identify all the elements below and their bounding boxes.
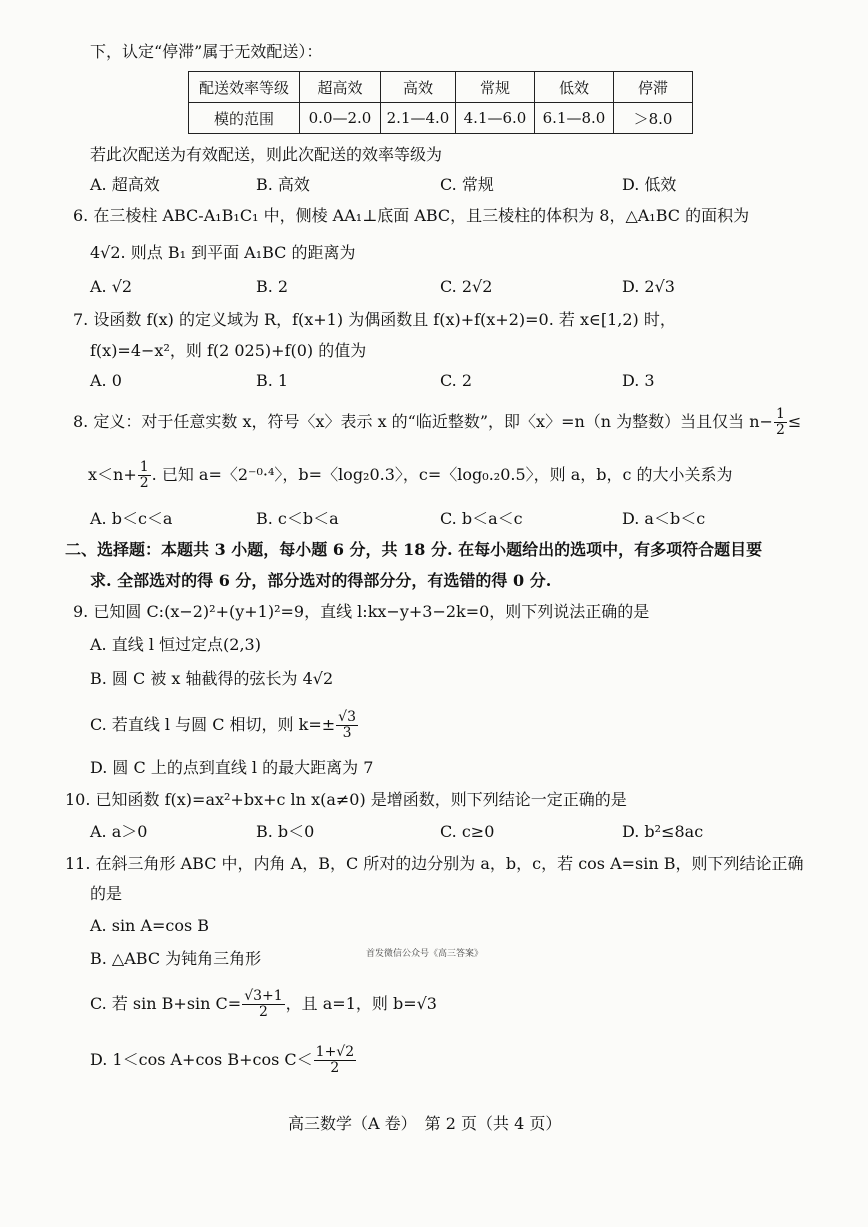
q8-option-b[interactable]: B. c＜b＜a — [256, 509, 339, 528]
section2-instructions: 求. 全部选对的得 6 分，部分选对的得部分分，有选错的得 0 分. — [90, 571, 552, 590]
table-cell: ＞8.0 — [614, 103, 693, 134]
q8-line2-rest: . 已知 a=〈2⁻⁰·⁴〉，b=〈log₂0.3〉，c=〈log₀.₂0.5〉，则 a，b，c 的大小关系为 — [151, 465, 733, 484]
q6-option-b[interactable]: B. 2 — [256, 277, 289, 296]
q8-line1 — [73, 404, 801, 440]
section2-heading: 二、选择题：本题共 3 小题，每小题 6 分，共 18 分. 在每小题给出的选项中，有多项符合题目要 — [65, 540, 763, 559]
fraction-numerator: 1 — [139, 459, 149, 476]
q5-option-d[interactable]: D. 低效 — [622, 175, 677, 194]
q9-option-a[interactable]: A. 直线 l 恒过定点(2,3) — [90, 635, 261, 654]
watermark-text: 首发微信公众号《高三答案》 — [366, 949, 484, 959]
table-row — [189, 103, 693, 134]
q10-option-c[interactable]: C. c≥0 — [440, 822, 495, 841]
q8-line2 — [88, 457, 733, 493]
q6-option-c[interactable]: C. 2√2 — [440, 277, 493, 296]
q9-option-d[interactable]: D. 圆 C 上的点到直线 l 的最大距离为 7 — [90, 758, 374, 777]
q8-line1-text: 8. 定义：对于任意实数 x，符号〈x〉表示 x 的“临近整数”，即〈x〉=n（n 为整数）当且仅当 n− — [73, 412, 773, 431]
q7-option-d[interactable]: D. 3 — [622, 371, 655, 390]
q9-option-b[interactable]: B. 圆 C 被 x 轴截得的弦长为 4√2 — [90, 669, 334, 688]
table-cell: 高效 — [381, 72, 456, 103]
table-cell: 超高效 — [300, 72, 381, 103]
fraction-numerator: √3+1 — [244, 988, 283, 1005]
q11-d-pre: D. 1＜cos A+cos B+cos C＜ — [90, 1050, 313, 1069]
q8-option-d[interactable]: D. a＜b＜c — [622, 509, 706, 528]
q9-c-text: C. 若直线 l 与圆 C 相切，则 k=± — [90, 715, 336, 734]
q5-option-b[interactable]: B. 高效 — [256, 175, 310, 194]
q5-stem: 若此次配送为有效配送，则此次配送的效率等级为 — [90, 145, 443, 164]
q11-c-post: ，且 a=1，则 b=√3 — [285, 994, 437, 1013]
q11-option-d[interactable] — [90, 1040, 357, 1080]
q11-c-pre: C. 若 sin B+sin C= — [90, 994, 242, 1013]
sqrt3-over-3-fraction — [336, 710, 358, 740]
table-cell: 0.0—2.0 — [300, 103, 381, 134]
q6-option-d[interactable]: D. 2√3 — [622, 277, 675, 296]
q6-line1: 6. 在三棱柱 ABC-A₁B₁C₁ 中，侧棱 AA₁⊥底面 ABC，且三棱柱的体积为 8，△A₁BC 的面积为 — [73, 206, 750, 225]
q5-option-c[interactable]: C. 常规 — [440, 175, 494, 194]
efficiency-table — [188, 71, 693, 134]
fraction-numerator: 1+√2 — [315, 1044, 355, 1061]
leq-sign: ≤ — [787, 412, 802, 431]
q7-line1: 7. 设函数 f(x) 的定义域为 R，f(x+1) 为偶函数且 f(x)+f(x+2)=0. 若 x∈[1,2) 时， — [73, 310, 676, 329]
q10-stem: 10. 已知函数 f(x)=ax²+bx+c ln x(a≠0) 是增函数，则下列结论一定正确的是 — [65, 790, 627, 809]
q6-option-a[interactable]: A. √2 — [90, 277, 133, 296]
q10-option-a[interactable]: A. a＞0 — [90, 822, 148, 841]
table-cell: 配送效率等级 — [189, 72, 300, 103]
q7-option-c[interactable]: C. 2 — [440, 371, 473, 390]
q11-line1: 11. 在斜三角形 ABC 中，内角 A，B，C 所对的边分别为 a，b，c，若 cos A=sin B，则下列结论正确 — [65, 854, 804, 873]
fraction-denominator: 2 — [139, 475, 149, 491]
table-cell: 停滞 — [614, 72, 693, 103]
table-cell: 4.1—6.0 — [456, 103, 535, 134]
table-cell: 6.1—8.0 — [535, 103, 614, 134]
q11-option-a[interactable]: A. sin A=cos B — [90, 916, 210, 935]
q8-option-a[interactable]: A. b＜c＜a — [90, 509, 173, 528]
fraction-numerator: 1 — [775, 406, 785, 423]
table-cell: 2.1—4.0 — [381, 103, 456, 134]
q10-option-b[interactable]: B. b＜0 — [256, 822, 315, 841]
q11-line2: 的是 — [90, 884, 123, 903]
table-cell: 常规 — [456, 72, 535, 103]
q7-line2: f(x)=4−x²，则 f(2 025)+f(0) 的值为 — [90, 341, 367, 360]
q9-option-c[interactable] — [90, 706, 359, 744]
sqrt3-plus-1-over-2-fraction — [242, 989, 284, 1019]
table-cell: 模的范围 — [189, 103, 300, 134]
page-footer: 高三数学（A 卷） 第 2 页（共 4 页） — [288, 1114, 562, 1133]
fraction-denominator: 3 — [342, 725, 352, 741]
table-cell: 低效 — [535, 72, 614, 103]
fraction-denominator: 2 — [258, 1004, 268, 1020]
q6-line2: 4√2. 则点 B₁ 到平面 A₁BC 的距离为 — [90, 243, 356, 262]
intro-text: 下，认定“停滞”属于无效配送）： — [90, 42, 323, 61]
q7-option-a[interactable]: A. 0 — [90, 371, 122, 390]
half-fraction — [774, 407, 787, 437]
q9-stem: 9. 已知圆 C:(x−2)²+(y+1)²=9，直线 l:kx−y+3−2k=0，则下列说法正确的是 — [73, 602, 650, 621]
q8-line2-start: x＜n+ — [88, 465, 137, 484]
q7-option-b[interactable]: B. 1 — [256, 371, 289, 390]
half-fraction — [138, 460, 151, 490]
q11-option-b[interactable]: B. △ABC 为钝角三角形 — [90, 949, 262, 968]
fraction-denominator: 2 — [330, 1060, 340, 1076]
fraction-numerator: √3 — [338, 709, 356, 726]
q11-option-c[interactable] — [90, 984, 437, 1024]
q5-option-a[interactable]: A. 超高效 — [90, 175, 160, 194]
table-header-row — [189, 72, 693, 103]
one-plus-sqrt2-over-2-fraction — [314, 1045, 356, 1075]
q10-option-d[interactable]: D. b²≤8ac — [622, 822, 704, 841]
q8-option-c[interactable]: C. b＜a＜c — [440, 509, 523, 528]
fraction-denominator: 2 — [775, 422, 785, 438]
